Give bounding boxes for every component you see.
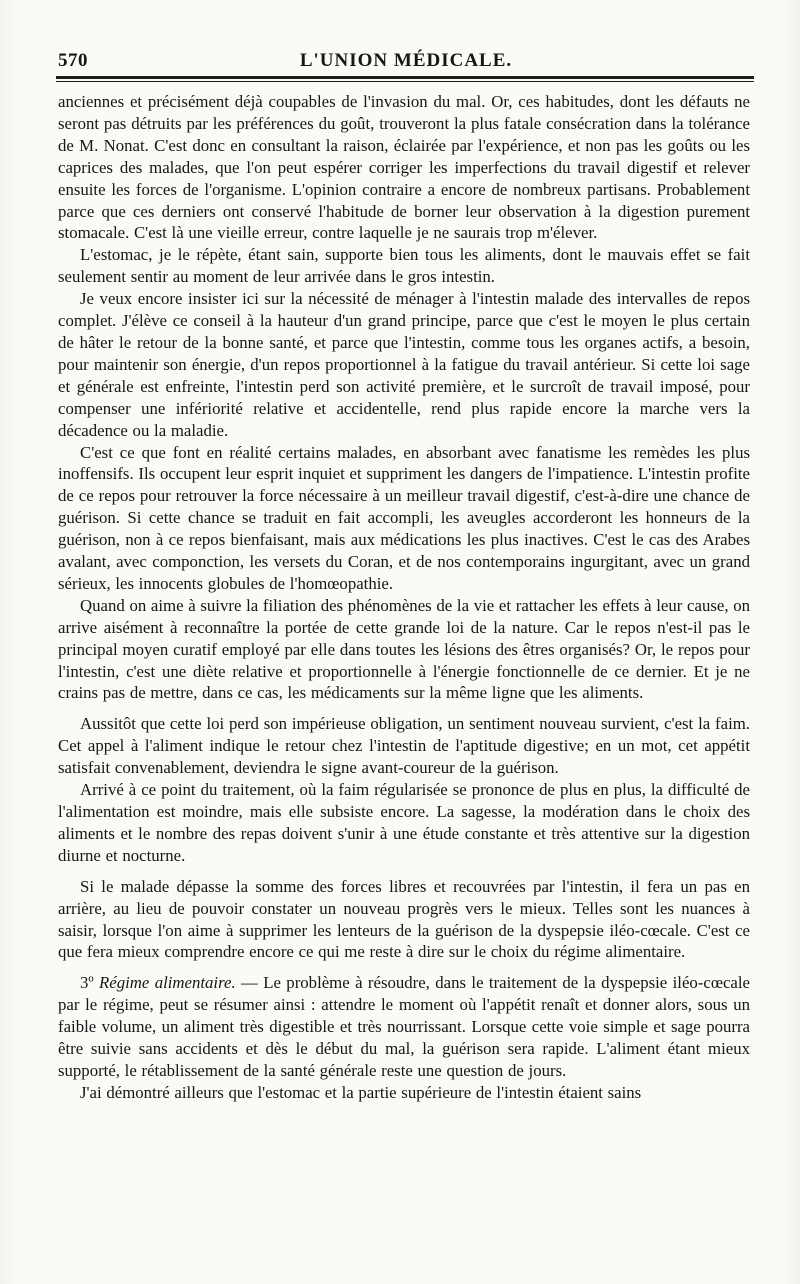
paragraph: Je veux encore insister ici sur la nécessité de ménager à l'intestin malade des intervalles de repos complet. J'élève ce conseil à la hauteur d'un grand principe, parce que c'est le moyen le plus certain de hâter le retour de la bonne santé, et parce que l'intestin, comme tous les organes actifs, a besoin, pour maintenir son énergie, d'un repos proportionnel à la fatigue du travail antérieur. Si cette loi sage et générale est enfreinte, l'intestin perd son activité première, et le surcroît de travail imposé, pour compenser une infériorité relative et accidentelle, rend plus rapide encore la marche vers la décadence ou la maladie. (58, 289, 750, 440)
section-heading: Régime alimentaire. (99, 973, 236, 993)
header-rule (56, 76, 754, 82)
paragraph: Quand on aime à suivre la filiation des phénomènes de la vie et rattacher les effets à leur cause, on arrive aisément à reconnaître la portée de cette grande loi de la nature. Car le repos n'est-il pas le principal moyen curatif employé par elle dans toutes les lésions des êtres organisés? Or, le repos pour l'intestin, c'est une diète relative et proportionnelle à l'énergie fonctionnelle de ce dernier. Et je ne crains pas de mettre, dans ce cas, les médicaments sur la même ligne que les aliments. (58, 595, 750, 703)
page-number: 570 (58, 50, 88, 71)
paragraph: Aussitôt que cette loi perd son impérieuse obligation, un sentiment nouveau survient, c'est la faim. Cet appel à l'aliment indique le retour chez l'intestin de l'aptitude digestive; en un mot, cet appétit satisfait convenablement, deviendra le signe avant-coureur de la guérison. (58, 714, 750, 778)
paragraph: Si le malade dépasse la somme des forces libres et recouvrées par l'intestin, il fera un pas en arrière, au lieu de pouvoir constater un nouveau progrès vers le mieux. Telles sont les nuances à saisir, lorsque l'on aime à supprimer les lenteurs de la guérison de la dyspepsie iléo-cœcale. C'est ce que fera mieux comprendre encore ce qui me reste à dire sur le choix du régime alimentaire. (58, 876, 750, 962)
paragraph: Arrivé à ce point du traitement, où la faim régularisée se prononce de plus en plus, la difficulté de l'alimentation est moindre, mais elle subsiste encore. La sagesse, la modération dans le choix des aliments et le nombre des repas doivent s'unir à une étude constante et très attentive sur la digestion diurne et nocturne. (58, 780, 750, 865)
section-paragraph (58, 972, 750, 1082)
paragraph: J'ai démontré ailleurs que l'estomac et la partie supérieure de l'intestin étaient sains (80, 1082, 642, 1102)
paragraph: C'est ce que font en réalité certains malades, en absorbant avec fanatisme les remèdes les plus inoffensifs. Ils occupent leur esprit inquiet et suppriment les dangers de l'impatience. L'intestin profite de ce repos pour retrouver la force nécessaire à un meilleur travail digestif, c'est-à-dire une chance de guérison. Si cette chance se traduit en fait accompli, les aveugles accorderont les honneurs de la guérison, non à ce repos bienfaisant, mais aux médications les plus inactives. C'est le cas des Arabes avalant, avec componction, les versets du Coran, et de nos contemporains ingurgitant, avec un grand sérieux, les innocents globules de l'homœopathie. (58, 442, 750, 593)
paragraph: L'estomac, je le répète, étant sain, supporte bien tous les aliments, dont le mauvais effet se fait seulement sentir au moment de leur arrivée dans le gros intestin. (58, 245, 750, 287)
article-body (58, 91, 750, 1104)
section-number: 3º (80, 973, 94, 993)
running-head (58, 42, 754, 76)
section-text: — Le problème à résoudre, dans le traitement de la dyspepsie iléo-cœcale par le régime, peut se résumer ainsi : attendre le moment où l'appétit renaît et donner alors, sous un faible volume, un aliment très digestible et très nourrissant. Lorsque cette voie simple et sage pourra être suivie sans accidents et dès le début du mal, la guérison sera rapide. L'aliment étant mieux supporté, le rétablissement de la santé générale reste une question de jours. (58, 973, 750, 1080)
journal-title: L'UNION MÉDICALE. (299, 50, 513, 71)
paragraph: anciennes et précisément déjà coupables de l'invasion du mal. Or, ces habitudes, dont les défauts ne seront pas détruits par les préférences du goût, trouveront la plus fatale consécration dans la tolérance de M. Nonat. C'est donc en consultant la raison, éclairée par l'expérience, et non pas les goûts ou les caprices des malades, que l'on peut espérer corriger les imperfections du travail digestif et relever ensuite les forces de l'organisme. L'opinion contraire a encore de nombreux partisans. Probablement parce que ces derniers ont conservé l'habitude de borner leur observation à la digestion purement stomacale. C'est là une vieille erreur, contre laquelle je ne saurais trop m'élever. (58, 92, 750, 243)
